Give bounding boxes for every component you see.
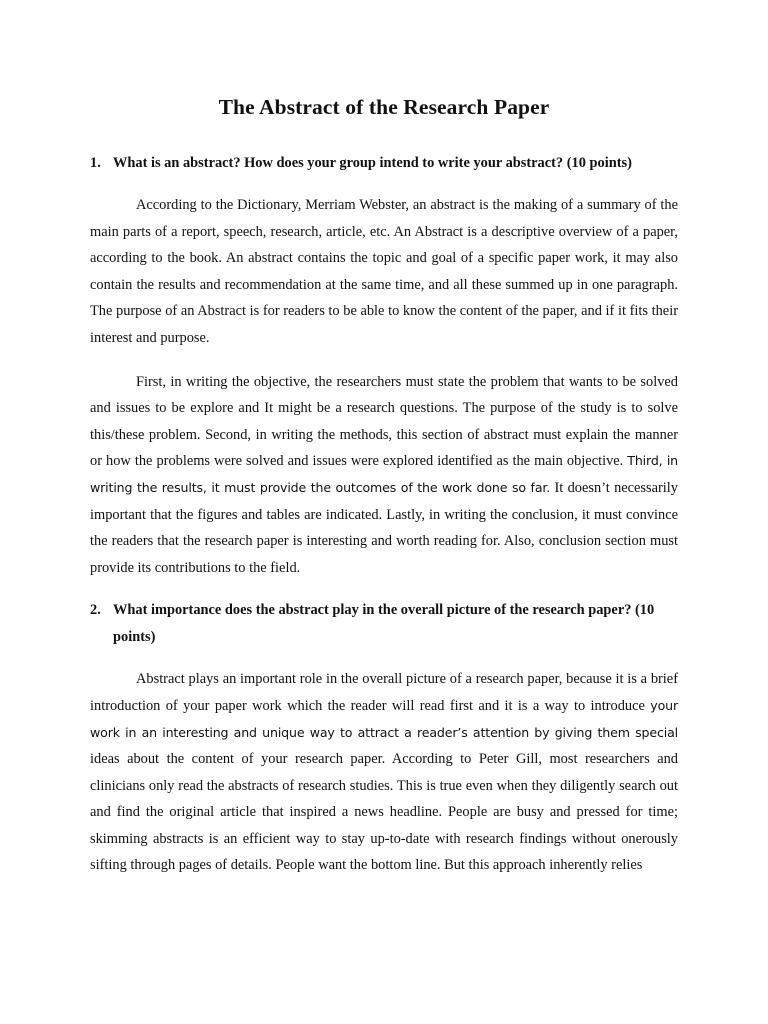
- paragraph-text: It doesn’t necessarily important that the figures and tables are indicated. Lastly, in writing the conclusion, it must convince the readers that the research paper is interesting and worth reading for. Also, conclusion section must provide its contributions to the field.: [90, 479, 678, 576]
- document-body: [90, 90, 678, 879]
- document-title: The Abstract of the Research Paper: [218, 95, 550, 119]
- paragraph-text-highlight: Third, in writing the results, it must provide the outcomes of the work done so far.: [90, 453, 678, 495]
- paragraph-text-highlight: your work in an interesting and unique way to attract a reader’s attention by giving them special: [90, 697, 678, 740]
- question-number: 2.: [90, 602, 101, 619]
- paragraph-text: ideas about the content of your research paper. According to Peter Gill, most researchers and clinicians only read the abstracts of research studies. This is true even when they diligently search out and find the original article that inspired a news headline. People are busy and pressed for time; skimming abstracts is an efficient way to stay up-to-date with research findings without onerously sifting through pages of details. People want the bottom line. But this approach inherently relies: [90, 751, 678, 874]
- answer-paragraph-1: According to the Dictionary, Merriam Webster, an abstract is the making of a summary of the main parts of a report, speech, research, article, etc. An Abstract is a descriptive overview of a paper, according to the book. An abstract contains the topic and goal of a specific paper work, it may also contain the results and recommendation at the same time, and all these summed up in one paragraph. The purpose of an Abstract is for readers to be able to know the content of the paper, and if it fits their interest and purpose.: [90, 197, 678, 346]
- paragraph-text: First, in writing the objective, the researchers must state the problem that wants to be solved and issues to be explore and It might be a research questions. The purpose of the study is to solve this/these problem. Second, in writing the methods, this section of abstract must explain the manner or how the problems were solved and issues were explored identified as the main objective.: [90, 373, 678, 470]
- answer-paragraph-3: [90, 666, 678, 879]
- question-number: 1.: [90, 155, 101, 171]
- question-text: What is an abstract? How does your group intend to write your abstract? (10 points): [113, 155, 632, 171]
- question-2: [90, 597, 678, 651]
- answer-paragraph-2: [90, 369, 678, 582]
- paragraph-text: Abstract plays an important role in the overall picture of a research paper, because it is a brief introduction of your paper work which the reader will read first and it is a way to introduce: [90, 671, 678, 714]
- question-1: [90, 150, 678, 177]
- question-text: What importance does the abstract play in the overall picture of the research paper? (10 points): [113, 602, 655, 646]
